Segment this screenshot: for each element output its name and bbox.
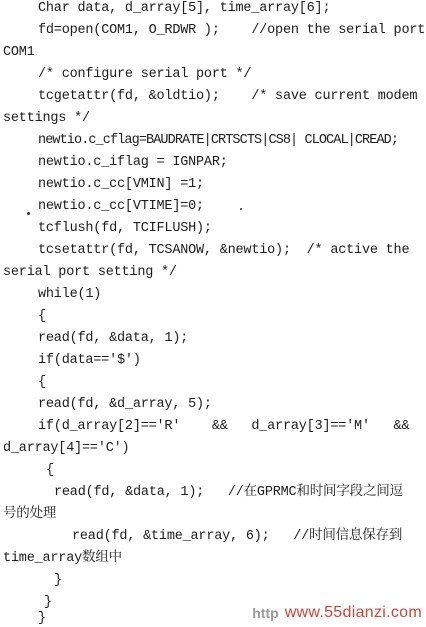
watermark-http-text: http (252, 605, 279, 621)
code-line: while(1) (38, 287, 102, 302)
code-line: fd=open(COM1, O_RDWR ); //open the serial port (38, 23, 426, 38)
code-line: tcflush(fd, TCIFLUSH); (38, 221, 212, 236)
code-line: /* configure serial port */ (38, 67, 252, 82)
scan-speck (240, 208, 242, 210)
site-watermark (252, 602, 422, 624)
code-line: } (44, 595, 52, 610)
code-line: if(data=='$') (38, 353, 141, 368)
code-line: time_array数组中 (3, 551, 122, 566)
code-line: tcgetattr(fd, &oldtio); /* save current modem (38, 89, 418, 104)
code-line: } (38, 611, 46, 626)
code-line: settings */ (3, 111, 90, 126)
code-line: { (46, 463, 54, 478)
code-line: { (38, 309, 46, 324)
code-line: newtio.c_cc[VMIN] =1; (38, 177, 204, 192)
code-line: newtio.c_cc[VTIME]=0; (38, 199, 204, 214)
code-line: read(fd, &d_array, 5); (38, 397, 212, 412)
code-line: serial port setting */ (3, 265, 177, 280)
code-line: 号的处理 (3, 507, 57, 522)
code-line: Char data, d_array[5], time_array[6]; (38, 1, 331, 16)
code-line: newtio.c_cflag=BAUDRATE|CRTSCTS|CS8| CLOCAL|CREAD; (38, 133, 399, 148)
watermark-site-text: www.55dianzi.com (284, 604, 422, 621)
code-line: if(d_array[2]=='R' && d_array[3]=='M' && (38, 419, 410, 434)
code-line: d_array[4]=='C') (3, 441, 130, 456)
code-line: read(fd, &time_array, 6); //时间信息保存到 (72, 529, 403, 544)
scan-speck (27, 212, 30, 215)
code-line: } (54, 573, 62, 588)
code-line: read(fd, &data, 1); (38, 331, 189, 346)
code-line: read(fd, &data, 1); //在GPRMC和时间字段之间逗 (54, 485, 403, 500)
code-line: { (38, 375, 46, 390)
code-line: tcsetattr(fd, TCSANOW, &newtio); /* active the (38, 243, 410, 258)
code-line: newtio.c_iflag = IGNPAR; (38, 155, 228, 170)
code-line: COM1 (3, 45, 35, 60)
